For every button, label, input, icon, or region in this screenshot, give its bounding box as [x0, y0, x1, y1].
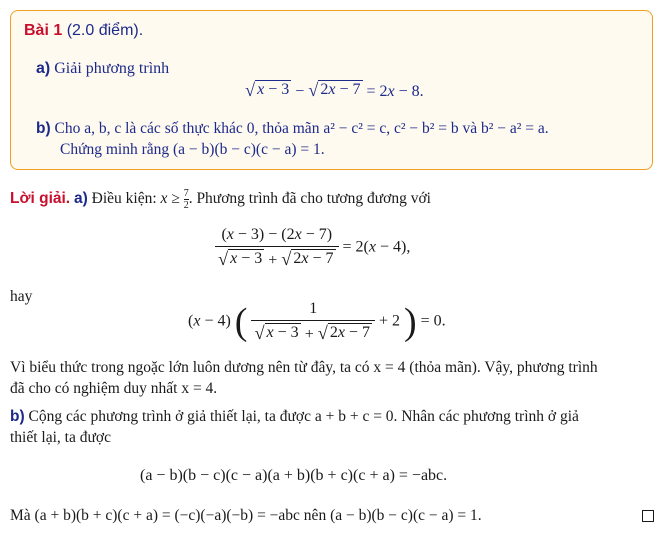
final-line-text: Mà (a + b)(b + c)(c + a) = (−c)(−a)(−b) = −abc nên (a − b)(b − c)(c − a) = 1. [10, 507, 482, 524]
solution-heading: Lời giải. [10, 190, 71, 208]
solution-part-a-label: a) [73, 190, 88, 208]
part-a-label: a) [36, 60, 51, 77]
equivalence-text: . Phương trình đã cho tương đương với [188, 190, 431, 208]
product-equation: (a − b)(b − c)(c − a)(a + b)(b + c)(c + a) = −abc. [140, 467, 448, 484]
condition-text: Điều kiện: [91, 190, 157, 208]
solution-part-b-label: b) [10, 408, 25, 425]
solution-part-b-line2: thiết lại, ta được [10, 429, 111, 446]
part-a-text: Giải phương trình [54, 60, 170, 77]
problem-title: Bài 1 [24, 22, 63, 39]
hay-text: hay [10, 288, 33, 305]
part-b-text-1: Cho a, b, c là các số thực khác 0, thỏa mãn a² − c² = c, c² − b² = b và b² − a² = a. [54, 120, 549, 137]
solution-intro: Lời giải. a) Điều kiện: x ≥ $\frac{7}{2}$ . Phương trình đã cho tương đương với [10, 188, 431, 211]
fraction-equation: (x − 3) − (2x − 7) √ x − 3 + √ 2x − 7 = 2(x − 4), [215, 226, 410, 270]
problem-heading [24, 22, 143, 40]
part-b-question-line2: Chứng minh rằng (a − b)(b − c)(c − a) = 1. [60, 141, 325, 158]
problem-points: (2.0 điểm). [66, 22, 144, 39]
equation-a: √ x − 3 − √ 2x − 7 = 2x − 8. [245, 79, 424, 100]
factored-equation: (x − 4) ( 1 √ x − 3 + √ 2x − 7 + 2 ) = 0. [188, 300, 446, 343]
conclusion-a-line1: Vì biểu thức trong ngoặc lớn luôn dương nên từ đây, ta có x = 4 (thỏa mãn). Vậy, phương trình [10, 359, 598, 376]
solution-part-b-line1 [10, 408, 579, 426]
final-line [10, 507, 482, 525]
qed-square-icon [642, 510, 654, 522]
conclusion-a-line2: đã cho có nghiệm duy nhất x = 4. [10, 380, 218, 397]
part-b-label: b) [36, 120, 51, 137]
solution-part-b-text: Cộng các phương trình ở giả thiết lại, ta được a + b + c = 0. Nhân các phương trình ở giả [28, 408, 579, 425]
part-a-question [36, 60, 169, 78]
part-b-question-line1 [36, 120, 549, 138]
